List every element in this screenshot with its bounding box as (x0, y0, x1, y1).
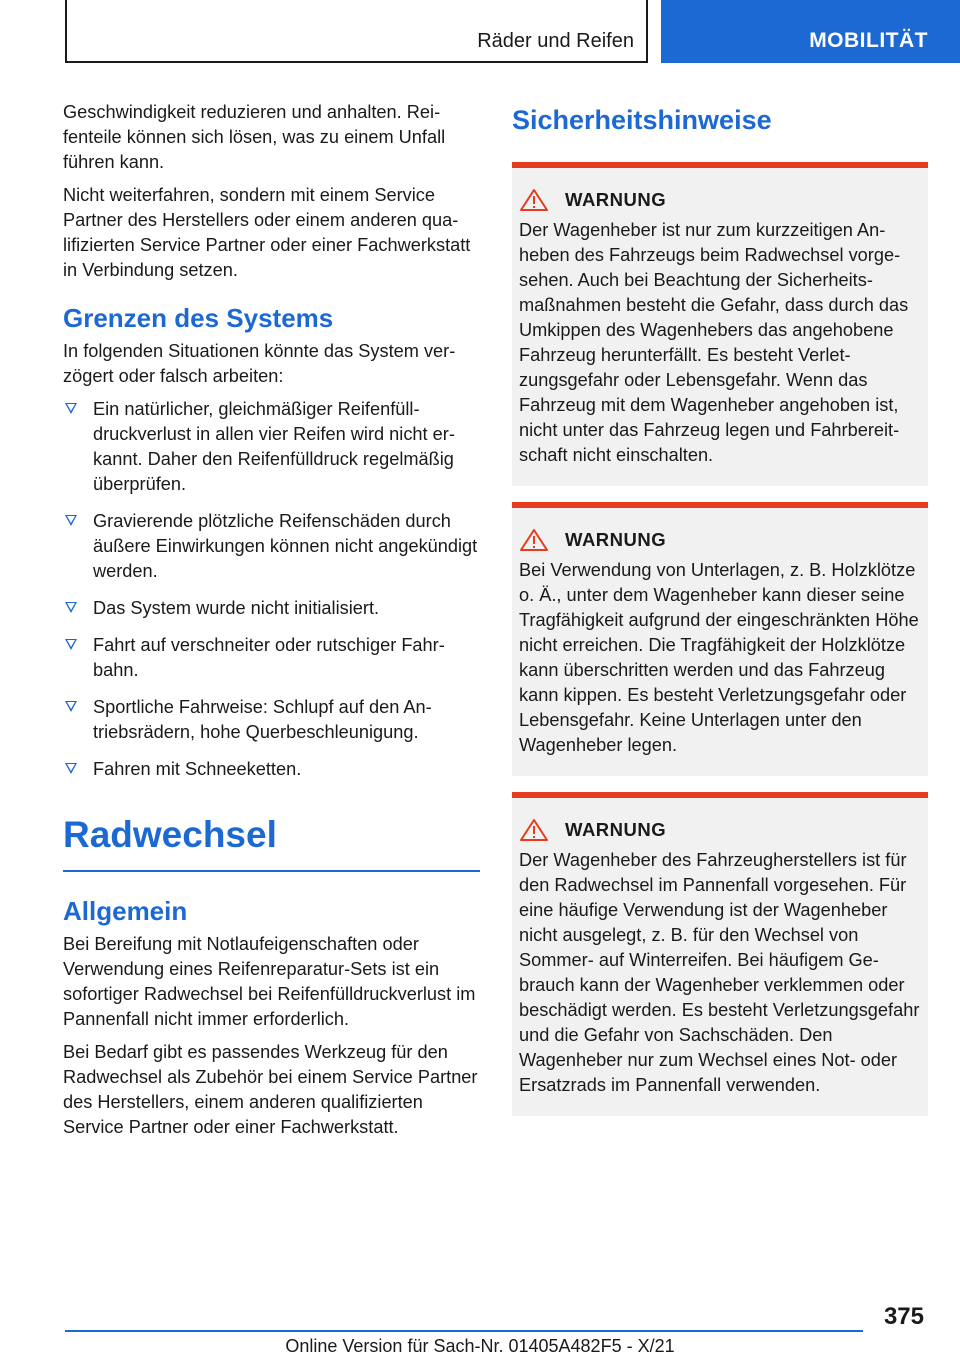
left-column (63, 100, 480, 1148)
warning-header (519, 188, 928, 212)
header-chapter-box (65, 0, 648, 63)
safety-heading: Sicherheitshinweise (512, 105, 772, 135)
list-item (63, 596, 480, 621)
allgemein-paragraph: Bei Bedarf gibt es passendes Werkzeug für den Radwechsel als Zubehör bei einem Service Partner des Herstellers, einem anderen qualifizierten Service Partner oder einer Fachwerkstatt. (63, 1042, 478, 1137)
list-item (63, 509, 480, 584)
warning-box (512, 502, 928, 776)
limits-intro: In folgenden Situationen könnte das System verzögert oder falsch arbeiten: (63, 341, 456, 386)
radwechsel-heading: Radwechsel (63, 812, 480, 872)
triangle-bullet-icon (65, 602, 77, 613)
limits-heading: Grenzen des Systems (63, 303, 334, 333)
intro-paragraph: Geschwindigkeit reduzieren und anhalten. Reifenteile können sich lösen, was zu einem Unfall führen kann. (63, 102, 446, 172)
warning-box (512, 792, 928, 1116)
allgemein-paragraph: Bei Bereifung mit Notlaufeigenschaften oder Verwendung eines Reifenreparatur-Sets ist ein sofortiger Radwechsel bei Reifenfülldruckverlust im Pannenfall nicht immer erforderlich. (63, 934, 476, 1029)
list-item-text: Ein natürlicher, gleichmäßiger Reifenfülldruckverlust in allen vier Reifen wird nicht erkannt. Daher den Reifenfülldruck regelmäßig überprüfen. (93, 399, 455, 494)
intro-paragraph: Nicht weiterfahren, sondern mit einem Service Partner des Herstellers oder einem anderen qualifizierten Service Partner oder einer Fachwerkstatt in Verbindung setzen. (63, 185, 471, 280)
warning-label: WARNUNG (565, 529, 667, 550)
warning-text: Bei Verwendung von Unterlagen, z. B. Holzklötze o. Ä., unter dem Wagenheber kann dieser seine Tragfähigkeit aufgrund der eingeschränkten Höhe nicht erreichen. Die Tragfähigkeit der Holzklötze kann überschritten werden und das Fahrzeug kann kippen. Es besteht Verletzungsgefahr oder Lebensgefahr. Keine Unterlagen unter den Wagenheber legen. (519, 560, 919, 755)
list-item-text: Fahrt auf verschneiter oder rutschiger Fahrbahn. (93, 635, 445, 680)
warning-triangle-icon (519, 528, 549, 552)
warning-label: WARNUNG (565, 819, 667, 840)
list-item (63, 397, 480, 497)
warning-box (512, 162, 928, 486)
triangle-bullet-icon (65, 515, 77, 526)
list-item-text: Gravierende plötzliche Reifenschäden durch äußere Einwirkungen können nicht angekündigt werden. (93, 511, 478, 581)
warning-triangle-icon (519, 188, 549, 212)
list-item (63, 757, 480, 782)
warning-header (519, 818, 928, 842)
triangle-bullet-icon (65, 763, 77, 774)
list-item-text: Das System wurde nicht initialisiert. (93, 598, 380, 618)
warning-text: Der Wagenheber ist nur zum kurzzeitigen Anheben des Fahrzeugs beim Radwechsel vorgesehen. Auch bei Beachtung der Sicherheitsmaßnahmen besteht die Gefahr, dass durch das Umkippen des Wagenhebers das angehobene Fahrzeug herunterfällt. Es besteht Verletzungsgefahr oder Lebensgefahr. Wenn das Fahrzeug mit dem Wagenheber angehoben ist, nicht unter das Fahrzeug legen und Fahrbereitschaft nicht einschalten. (519, 220, 909, 465)
header-chapter-title: Räder und Reifen (477, 30, 634, 52)
triangle-bullet-icon (65, 639, 77, 650)
header-section-tab: MOBILITÄT (661, 0, 960, 63)
warning-label: WARNUNG (565, 189, 667, 210)
allgemein-heading: Allgemein (63, 896, 188, 926)
triangle-bullet-icon (65, 701, 77, 712)
page-number: 375 (883, 1303, 924, 1330)
warning-triangle-icon (519, 818, 549, 842)
right-column (512, 100, 928, 1132)
list-item-text: Sportliche Fahrweise: Schlupf auf den Antriebsrädern, hohe Querbeschleunigung. (93, 697, 432, 742)
warning-text: Der Wagenheber des Fahrzeugherstellers ist für den Radwechsel im Pannenfall vorgesehen. Für eine häufige Verwendung ist der Wagenheber nicht ausgelegt, z. B. für den Wechsel von Sommer- auf Winterreifen. Bei häufigem Gebrauch kann der Wagenheber verklemmen oder beschädigt werden. Es besteht Verletzungsgefahr und die Gefahr von Sachschäden. Den Wagenheber nur zum Wechsel eines Not- oder Ersatzrads im Pannenfall verwenden. (519, 850, 920, 1095)
list-item (63, 633, 480, 683)
warning-header (519, 528, 928, 552)
limits-list (63, 397, 480, 782)
list-item (63, 695, 480, 745)
footer-divider (65, 1330, 863, 1332)
footer-online-version: Online Version für Sach-Nr. 01405A482F5 - X/21 (285, 1336, 675, 1356)
list-item-text: Fahren mit Schneeketten. (93, 759, 302, 779)
triangle-bullet-icon (65, 403, 77, 414)
